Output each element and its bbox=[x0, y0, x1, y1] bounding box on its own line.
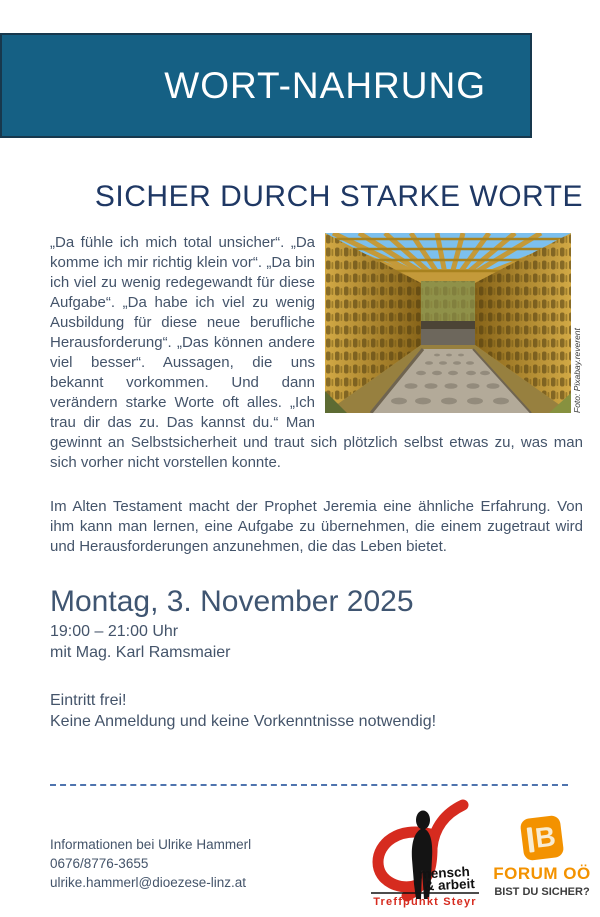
paragraph-jeremia: Im Alten Testament macht der Prophet Jeremia eine ähnliche Erfahrung. Von ihm kann man lernen, eine Aufgabe zu übernehmen, die einem zugetraut wird und Herausforderungen anzunehmen, die das Leben bietet. bbox=[50, 498, 583, 555]
forum-badge-icon bbox=[520, 815, 565, 862]
mensch-arbeit-logo bbox=[366, 798, 484, 914]
dashed-divider bbox=[50, 784, 568, 786]
page-title: WORT-NAHRUNG bbox=[164, 64, 486, 106]
header-banner bbox=[0, 33, 532, 138]
contact-phone: 0676/8776-3655 bbox=[50, 856, 149, 871]
event-date: Montag, 3. November 2025 bbox=[50, 585, 414, 618]
photo-block bbox=[325, 233, 583, 413]
event-entry: Eintritt frei! bbox=[50, 692, 127, 709]
ma-subtitle: Treffpunkt Steyr bbox=[373, 896, 477, 908]
photo-credit: Foto: Pixabay.reverent bbox=[572, 328, 582, 413]
ma-name-line1: mensch bbox=[418, 864, 471, 882]
mensch-arbeit-logo-graphic bbox=[366, 798, 484, 914]
event-time: 19:00 – 21:00 Uhr bbox=[50, 623, 179, 640]
forum-logo bbox=[492, 817, 592, 909]
contact-email: ulrike.hammerl@dioezese-linz.at bbox=[50, 875, 247, 890]
corn-tunnel-photo bbox=[325, 233, 571, 413]
forum-badge-letter: B bbox=[533, 820, 558, 854]
event-speaker: mit Mag. Karl Ramsmaier bbox=[50, 644, 231, 661]
paragraph-intro: „Da fühle ich mich total unsicher“. „Da komme ich mir richtig klein vor“. „Da bin ich viel zu wenig redegewandt für diese Aufgabe“. „Da habe ich viel zu wenig Ausbildung für diese neue berufliche Herausforderung“. „Das können andere viel besser“. Aussagen, die uns bekannt vorkommen. Und dann verändern starke Worte oft alles. „Ich trau dir das zu. Das kannst du.“ Man gewinnt an Selbstsicherheit und traut sich plötzlich selbst etwas zu, was man sich vorher nicht vorstellen konnte. bbox=[50, 234, 583, 471]
contact-block bbox=[50, 835, 251, 892]
article-body bbox=[50, 233, 583, 557]
forum-title: FORUM OÖ bbox=[493, 864, 591, 883]
event-note: Keine Anmeldung und keine Vorkenntnisse notwendig! bbox=[50, 713, 437, 730]
contact-info: Informationen bei Ulrike Hammerl bbox=[50, 837, 252, 852]
event-details bbox=[50, 583, 583, 732]
subtitle-heading: SICHER DURCH STARKE WORTE bbox=[94, 180, 583, 213]
ma-name-line2: & arbeit bbox=[424, 876, 476, 894]
forum-subtitle: BIST DU SICHER? bbox=[494, 886, 590, 898]
